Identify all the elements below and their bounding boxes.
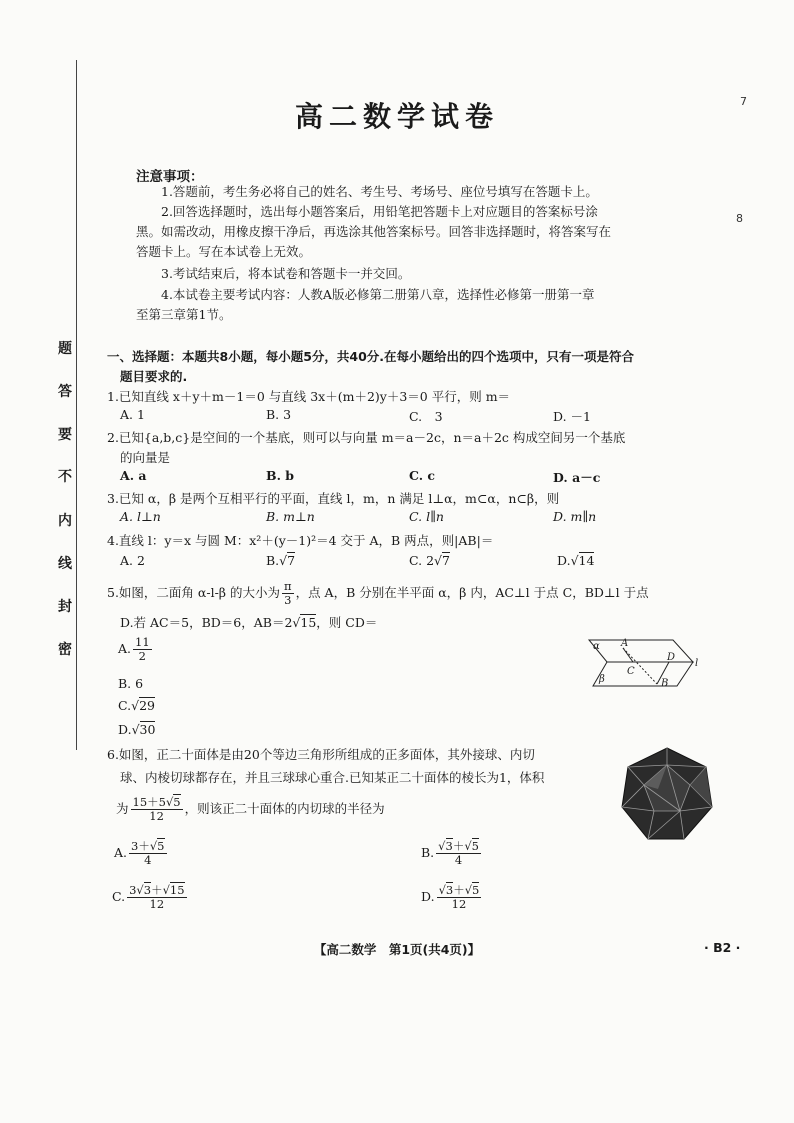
q5-option-d: D.√30 (118, 722, 156, 737)
q4-option-d: D.√14 (557, 553, 595, 568)
segment-ac (623, 648, 633, 662)
radicand: 30 (139, 722, 156, 737)
plus-sign: ＋ (452, 839, 465, 853)
q1-option-a: A. 1 (120, 407, 145, 422)
fraction (127, 884, 186, 911)
radicand: 3 (445, 839, 453, 853)
stem-text: ，点 A，B 分别在半平面 α，β 内，AC⊥l 于点 C，BD⊥l 于点 (295, 585, 649, 600)
label-c: C (627, 666, 635, 677)
q4-option-a: A. 2 (120, 553, 145, 568)
stem-text: D.若 AC＝5，BD＝6，AB＝2 (120, 615, 293, 630)
binding-char: 不 (58, 469, 72, 485)
radicand: 5 (471, 839, 479, 853)
radicand: 7 (442, 553, 450, 568)
fraction (133, 636, 152, 663)
q1-option-c: C. 3 (409, 409, 443, 424)
label-alpha: α (593, 641, 600, 652)
option-label: C. (112, 889, 126, 904)
question-6-stem-cont: 球、内棱切球都存在，并且三球球心重合.已知某正二十面体的棱长为1，体积 (120, 770, 545, 785)
binding-char: 线 (58, 556, 72, 572)
binding-char: 密 (58, 642, 72, 658)
plane-alpha (589, 640, 693, 662)
radicand: 7 (287, 553, 296, 568)
radicand: 3 (445, 883, 454, 897)
q1-option-b: B. 3 (266, 407, 292, 422)
option-label: A. (118, 641, 132, 656)
option-label: D. (421, 889, 435, 904)
notice-line: 1.答题前，考生务必将自己的姓名、考生号、考场号、座位号填写在答题卡上。 (161, 184, 598, 199)
q2-option-a: A. a (120, 468, 147, 483)
radicand: 3 (143, 883, 152, 897)
numerator: 11 (135, 635, 150, 649)
q2-option-c: C. c (409, 468, 436, 483)
radicand: 15 (169, 883, 185, 897)
q2-option-d: D. a－c (553, 470, 601, 485)
option-label: C. (118, 698, 132, 713)
plane-beta (593, 662, 693, 686)
label-a: A (621, 638, 629, 649)
question-6-stem: 6.如图，正二十面体是由20个等边三角形所组成的正多面体，其外接球、内切 (107, 747, 535, 762)
stem-text: ，则 CD＝ (316, 615, 378, 630)
radicand: 5 (472, 883, 480, 897)
icosahedron-figure (618, 745, 716, 843)
question-1-stem: 1.已知直线 x＋y＋m－1＝0 与直线 3x＋(m＋2)y＋3＝0 平行，则 m＝ (107, 389, 511, 404)
numerator: 3√3＋√15 (129, 883, 185, 897)
notice-heading: 注意事项： (136, 169, 204, 185)
notice-line: 黑。如需改动，用橡皮擦干净后，再选涂其他答案标号。回答非选择题时，将答案写在 (136, 224, 612, 239)
q3-option-c: C. l∥n (409, 509, 444, 524)
numerator: √3＋√5 (438, 839, 479, 853)
margin-number: 7 (740, 95, 747, 108)
notice-line: 4.本试卷主要考试内容：人教A版必修第二册第八章，选择性必修第一册第一章 (161, 287, 595, 302)
q5-option-a (118, 636, 154, 663)
notice-line: 2.回答选择题时，选出每小题答案后，用铅笔把答题卡上对应题目的答案标号涂 (161, 204, 598, 219)
option-label: B. (266, 553, 280, 568)
radicand: 5 (173, 795, 181, 809)
coefficient: 3 (129, 883, 137, 897)
numerator: 3＋√5 (131, 839, 165, 853)
notice-line: 3.考试结束后，将本试卷和答题卡一并交回。 (161, 266, 411, 281)
radicand: 15 (300, 615, 317, 630)
fraction (131, 796, 183, 823)
denominator: 12 (149, 809, 164, 823)
binding-char: 要 (58, 427, 72, 443)
q6-option-d (421, 884, 483, 911)
radicand: 14 (578, 553, 595, 568)
question-6-stem-cont (116, 796, 385, 823)
q5-option-c: C.√29 (118, 698, 155, 713)
option-label: D. (557, 553, 571, 568)
section-heading: 一、选择题：本题共8小题，每小题5分，共40分.在每小题给出的四个选项中，只有一项是符合 (107, 349, 635, 364)
option-label: C. 2 (409, 553, 435, 568)
page-footer: 【高二数学 第1页(共4页)】 (313, 942, 481, 957)
binding-char: 内 (58, 513, 72, 529)
q4-option-c: C. 2√7 (409, 553, 450, 568)
radicand: 29 (139, 698, 155, 713)
q2-option-b: B. b (266, 468, 295, 483)
question-4-stem: 4.直线 l：y＝x 与圆 M：x²＋(y－1)²＝4 交于 A，B 两点，则|AB|＝ (107, 533, 494, 548)
question-5-stem-cont: D.若 AC＝5，BD＝6，AB＝2√15，则 CD＝ (120, 615, 378, 630)
plus-sign: ＋ (151, 883, 163, 897)
question-2-stem-cont: 的向量是 (120, 450, 171, 465)
numerator-text: 3＋ (131, 839, 150, 853)
q3-option-d: D. m∥n (553, 509, 597, 524)
margin-number: 8 (736, 212, 743, 225)
question-5-stem (107, 580, 649, 607)
binding-char: 封 (58, 599, 72, 615)
section-heading-cont: 题目要求的. (120, 369, 188, 384)
denominator: 12 (149, 897, 165, 911)
fraction (437, 884, 482, 911)
stem-text: 为 (116, 801, 129, 816)
label-b: B (661, 678, 669, 689)
paper-code: · B2 · (704, 940, 741, 955)
denominator: 4 (144, 853, 152, 867)
notice-line: 至第三章第1节。 (136, 307, 232, 322)
q6-option-c (112, 884, 189, 911)
q3-option-a: A. l⊥n (120, 509, 161, 524)
binding-char: 题 (58, 341, 72, 357)
q3-option-b: B. m⊥n (266, 509, 315, 524)
numerator: π (284, 579, 292, 593)
option-label: B. (421, 845, 435, 860)
label-l: l (695, 658, 699, 669)
notice-line: 答题卡上。写在本试卷上无效。 (136, 244, 312, 259)
option-label: D. (118, 722, 132, 737)
fraction (282, 580, 294, 607)
binding-char: 答 (58, 384, 72, 400)
question-2-stem: 2.已知{a,b,c}是空间的一个基底，则可以与向量 m＝a－2c，n＝a＋2c 构成空间另一个基底 (107, 430, 626, 445)
q4-option-b: B.√7 (266, 553, 296, 568)
q6-option-a (114, 840, 169, 867)
radicand: 5 (157, 839, 165, 853)
numerator: √3＋√5 (438, 883, 480, 897)
denominator: 2 (138, 649, 146, 663)
stem-text: ，则该正二十面体的内切球的半径为 (184, 801, 385, 816)
numerator: 15＋5√5 (132, 795, 181, 809)
option-label: A. (114, 845, 128, 860)
q1-option-d: D. －1 (553, 409, 591, 424)
dihedral-angle-figure (585, 632, 705, 690)
question-3-stem: 3.已知 α，β 是两个互相平行的平面，直线 l，m，n 满足 l⊥α，m⊂α，n⊂β，则 (107, 491, 560, 506)
denominator: 12 (451, 897, 467, 911)
fraction (129, 840, 166, 867)
q6-option-b (421, 840, 483, 867)
denominator: 4 (454, 853, 463, 867)
numerator-text: 15＋5 (132, 795, 166, 809)
label-d: D (667, 652, 676, 663)
stem-text: 5.如图，二面角 α-l-β 的大小为 (107, 585, 280, 600)
plus-sign: ＋ (453, 883, 465, 897)
fraction (436, 840, 481, 867)
binding-line (76, 60, 77, 750)
q5-option-b: B. 6 (118, 676, 144, 691)
page-title: 高二数学试卷 (294, 100, 499, 133)
denominator: 3 (284, 593, 292, 607)
label-beta: β (599, 674, 605, 685)
